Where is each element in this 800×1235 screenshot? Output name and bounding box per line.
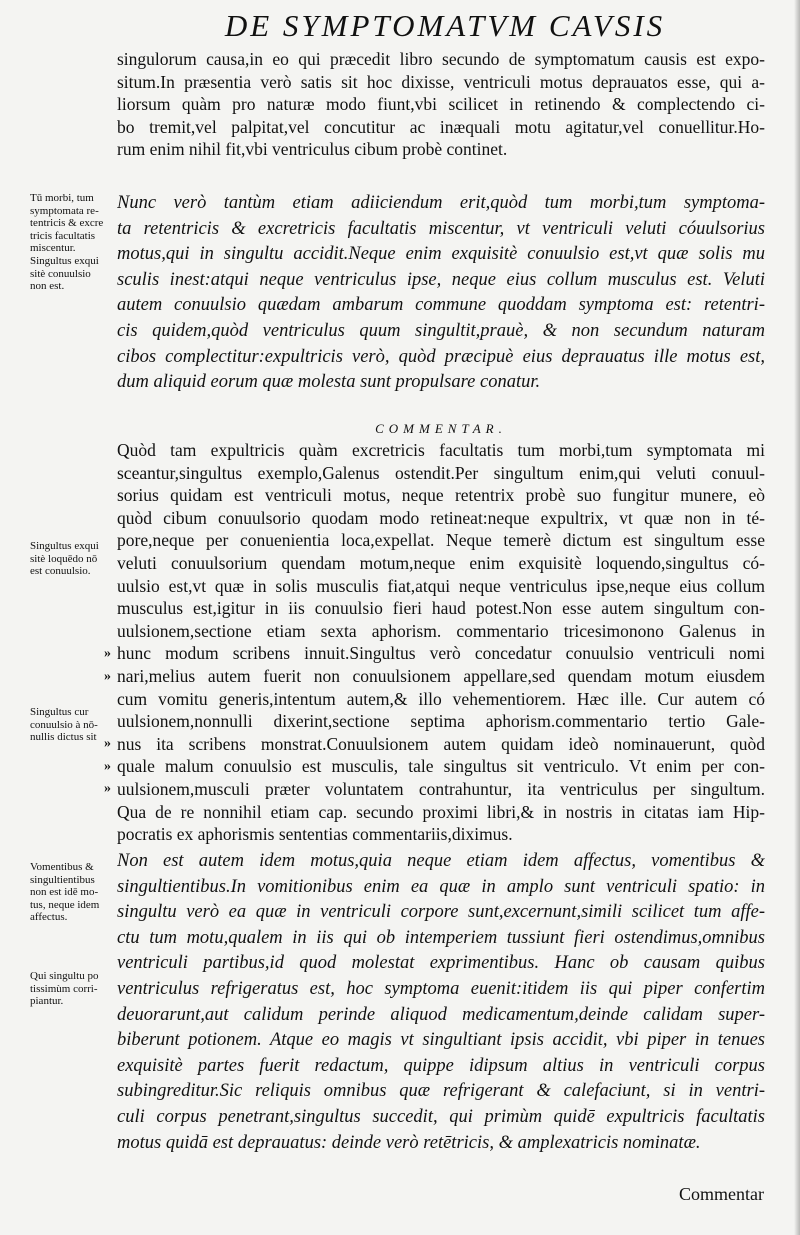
margin-note-line: conuulsio à nō-	[30, 718, 98, 731]
margin-note-line: singultientibus	[30, 873, 95, 886]
text-line: ta retentricis & excretricis facultatis miscentur, vt ventriculi veluti cóuulsorius	[117, 218, 765, 239]
text-line: sorius quidam est ventriculi motus, neque retentrix probè suo fungitur munere, eò	[117, 485, 765, 506]
text-line: nus ita scribens monstrat.Conuulsionem autem quidam ideò nominauerunt, quòd	[117, 733, 765, 754]
second-text-paragraph	[117, 849, 765, 1156]
text-line: motus,qui in singultu accidit.Neque enim exquisitè conuulsio est,vt quæ solis mu	[117, 244, 765, 265]
quote-mark: »	[104, 646, 111, 661]
text-line: cum vomitu generis,intentum autem,& illo vehementiorem. Hæc ille. Cur autem có	[117, 688, 765, 709]
margin-note-line: tentricis & excre	[30, 217, 104, 230]
text-line: deuorarunt,aut calidum perinde aliquod medicamentum,deinde calidam super-	[117, 1004, 765, 1025]
page-edge-shadow	[794, 0, 800, 1235]
quote-marks-column	[104, 643, 118, 801]
margin-note-line: sitè conuulsio	[30, 267, 91, 280]
text-line: musculus est,igitur in iis conuulsio fieri haud potest.Non esse autem singultum con-	[117, 598, 765, 619]
text-line: liorsum quàm pro naturæ modo fiunt,vbi scilicet in retinendo & complectendo ci-	[117, 94, 765, 115]
text-line: cibos complectitur:expultricis verò, quòd præcipuè eius deprauatus ille motus est,	[117, 346, 765, 367]
quote-mark: »	[104, 758, 111, 774]
margin-note-line: Qui singultu po	[30, 970, 99, 982]
margin-note-line: Singultus exqui	[30, 254, 99, 267]
text-line: uulsio est,vt quæ in solis musculis fiat,atqui neque ventriculus ipse,neque eius collum	[117, 575, 765, 596]
text-line: pocratis ex aphorismis sententias commentariis,diximus.	[117, 824, 513, 845]
text-line: ventriculus refrigeratus est, hoc symptoma euenit:itidem iis qui piper confertim	[117, 978, 765, 999]
margin-note-line: affectus.	[30, 911, 68, 924]
text-line: Non est autem idem motus,quia neque etiam idem affectus, vomentibus &	[117, 851, 765, 871]
text-line: quale malum conuulsio est musculis, tale singultus sit ventriculo. Vt enim per con-	[117, 756, 765, 777]
text-line: Nunc verò tantùm etiam adiiciendum erit,quòd tum morbi,tum symptoma-	[117, 193, 765, 213]
text-line: bo tremit,vel palpitat,vel concutitur ac inæquali motu agitatur,vel conuellitur.Ho-	[117, 116, 765, 137]
text-line: ctu tum motu,qualem in iis qui ob intemperiem tussiunt fieri ostendimus,omnibus	[117, 927, 765, 948]
main-text-paragraph	[117, 191, 765, 396]
text-line: uulsionem,nonnulli dixerint,sectione septima aphorism.commentario tertio Gale-	[117, 711, 765, 732]
text-line: ventriculi partibus,id quod molestat exprimentibus. Hanc ob causam quibus	[117, 953, 765, 974]
text-line: singultu verò ea quæ in ventriculi corpore sunt,excernunt,simili scilicet tum affe-	[117, 902, 765, 923]
text-line: sculis inest:atqui neque ventriculus ipse, neque eius collum musculus est. Veluti	[117, 269, 765, 290]
margin-note-line: miscentur.	[30, 242, 76, 255]
text-line: rum enim nihil fit,vbi ventriculus cibum probè continet.	[117, 139, 508, 160]
text-line: situm.In præsentia verò satis sit hoc dixisse, ventriculi motus deprauatos esse, qui a-	[117, 71, 765, 92]
margin-note	[30, 861, 122, 924]
text-line: cis quidem,quòd ventriculus quum singultit,prauè, & non secundum naturam	[117, 320, 765, 341]
quote-mark: »	[104, 668, 111, 684]
margin-note-line: Tū morbi, tum	[30, 192, 94, 204]
quote-mark: »	[104, 736, 111, 752]
margin-note-line: non est idē mo-	[30, 886, 99, 899]
margin-note	[30, 540, 122, 578]
text-line: pore,neque per conuenientia loca,expellat. Neque temerè dictum est singultum esse	[117, 530, 765, 551]
text-line: uulsionem,musculi præter voluntatem contrahuntur, ita ventriculus per singultum.	[117, 778, 765, 799]
text-line: veluti conuulsorium quendam motum,neque enim exquisitè loquendo,singultus có-	[117, 552, 765, 573]
margin-note-line: tissimùm corri-	[30, 982, 98, 995]
text-line: biberunt potionem. Atque eo magis vt singultiant ipsis accidit, vbi piper in tenues	[117, 1030, 765, 1051]
margin-note-line: tricis facultatis	[30, 229, 96, 242]
text-line: culi corpus penetrant,singultus succedit, qui primùm quidē expultricis facultatis	[117, 1106, 765, 1127]
margin-note-line: piantur.	[30, 995, 64, 1008]
text-line: sceantur,singultus exemplo,Galenus ostendit.Per singultum enim,qui veluti conuul-	[117, 462, 765, 483]
margin-note-line: Singultus cur	[30, 706, 89, 718]
intro-paragraph	[117, 48, 765, 161]
text-line: dum aliquid eorum quæ molesta sunt propulsare conatur.	[117, 372, 541, 393]
text-line: autem conuulsio quædam ambarum commune quoddam symptoma est: retentri-	[117, 295, 765, 316]
margin-note-line: Singultus exqui	[30, 540, 99, 552]
margin-note-line: nullis dictus sit	[30, 731, 97, 744]
margin-note-line: Vomentibus &	[30, 861, 94, 873]
text-line: Qua de re nonnihil etiam cap. secundo proximi libri,& in nostris in citatas iam Hip-	[117, 801, 765, 822]
margin-note	[30, 192, 122, 293]
text-line: uulsionem,sectione etiam sexta aphorism. commentario tricesimonono Galenus in	[117, 620, 765, 641]
margin-note-line: non est.	[30, 280, 65, 293]
text-line: hunc modum scribens innuit.Singultus verò concedatur conuulsio ventriculi nomi	[117, 643, 765, 664]
running-head: DE SYMPTOMATVM CAVSIS	[224, 8, 666, 43]
quote-mark: »	[104, 781, 111, 797]
margin-note-line: sitè loquēdo nō	[30, 552, 98, 565]
text-line: motus quidā est deprauatus: deinde verò retētricis, & amplexatricis nominatæ.	[117, 1132, 701, 1153]
text-line: singulorum causa,in eo qui præcedit libro secundo de symptomatum causis est expo-	[117, 49, 765, 69]
commentary-paragraph	[117, 439, 765, 846]
margin-note-line: est conuulsio.	[30, 565, 91, 578]
margin-note	[30, 970, 122, 1008]
catchword: Commentar	[679, 1184, 764, 1204]
margin-note-line: symptomata re-	[30, 204, 99, 217]
text-line: exquisitè partes fuerit redactum, quippe idipsum altius in ventriculi corpus	[117, 1055, 765, 1076]
text-line: nari,melius autem fuerit non conuulsionem appellare,sed quendam motum eiusdem	[117, 665, 765, 686]
text-line: quòd cibum conuulsorio quodam modo retineat:neque expultrix, vt quæ non in té-	[117, 507, 765, 528]
text-line: subingreditur.Sic reliquis omnibus quæ refrigerant & calefaciunt, si in ventri-	[117, 1081, 765, 1102]
commentary-heading: COMMENTAR.	[375, 421, 507, 436]
margin-note-line: tus, neque idem	[30, 898, 100, 911]
text-line: Quòd tam expultricis quàm excretricis facultatis tum morbi,tum symptomata mi	[117, 440, 765, 460]
text-line: singultientibus.In vomitionibus enim ea quæ in amplo sunt ventriculi spatio: in	[117, 876, 765, 897]
